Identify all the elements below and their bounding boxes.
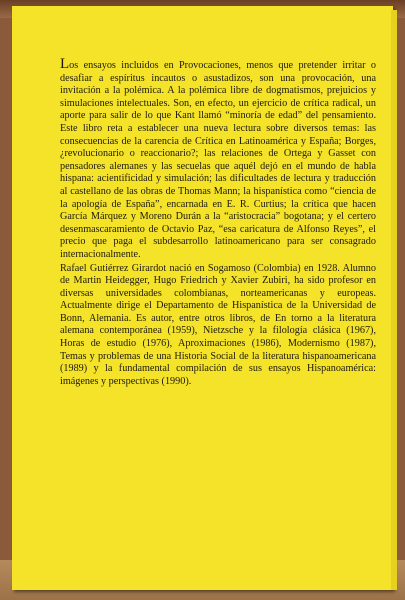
- cover-edge: [391, 10, 397, 590]
- book-description-paragraph: Los ensayos incluidos en Provocaciones, menos que pretender irritar o desafiar a espíritus incautos o asustadizos, son una provocación, una invitación a la polémica. A la polémica libre de dogmatismos, prejuicios y simulaciones intelectuales. Son, en efecto, un ejercicio de crítica radical, un aporte para salir de lo que Kant llamó “minoría de edad” del pensamiento. Este libro reta a establecer una nueva lectura sobre diversos temas: las consecuencias de la carencia de Crítica en Latinoamérica y España; Borges, ¿revolucionario o reaccionario?; las relaciones de Ortega y Gasset con pensadores alemanes y las secuelas que aquél dejó en el mundo de habla hispana: acientificidad y simulación; las dificultades de lectura y traducción al castellano de las obras de Thomas Mann; la hispanística como “ciencia de la apología de España”, encarnada en E. R. Curtius; la crítica que hacen García Márquez y Moreno Durán a la “aristocracia” bogotana; y el certero desenmascaramiento de Octavio Paz, “esa caricatura de Alfonso Reyes”, el precio que paga el subdesarrollo latinoamericano para ser consagrado internacionalmente.: [60, 56, 376, 260]
- blurb-text: [60, 58, 376, 388]
- book-back-cover: [12, 6, 393, 590]
- author-bio-paragraph: Rafael Gutiérrez Girardot nació en Sogamoso (Colombia) en 1928. Alumno de Martin Heidegger, Hugo Friedrich y Xavier Zubiri, ha sido profesor en diversas universidades colombianas, norteamericanas y europeas. Actualmente dirige el Departamento de Hispanística de la Universidad de Bonn, Alemania. Es autor, entre otros libros, de En torno a la literatura alemana contemporánea (1959), Nietzsche y la filología clásica (1967), Horas de estudio (1976), Aproximaciones (1986), Modernismo (1987), Temas y problemas de una Historia Social de la literatura hispanoamericana (1989) y la fundamental compilación de sus ensayos Hispanoamérica: imágenes y perspectivas (1990).: [60, 262, 376, 387]
